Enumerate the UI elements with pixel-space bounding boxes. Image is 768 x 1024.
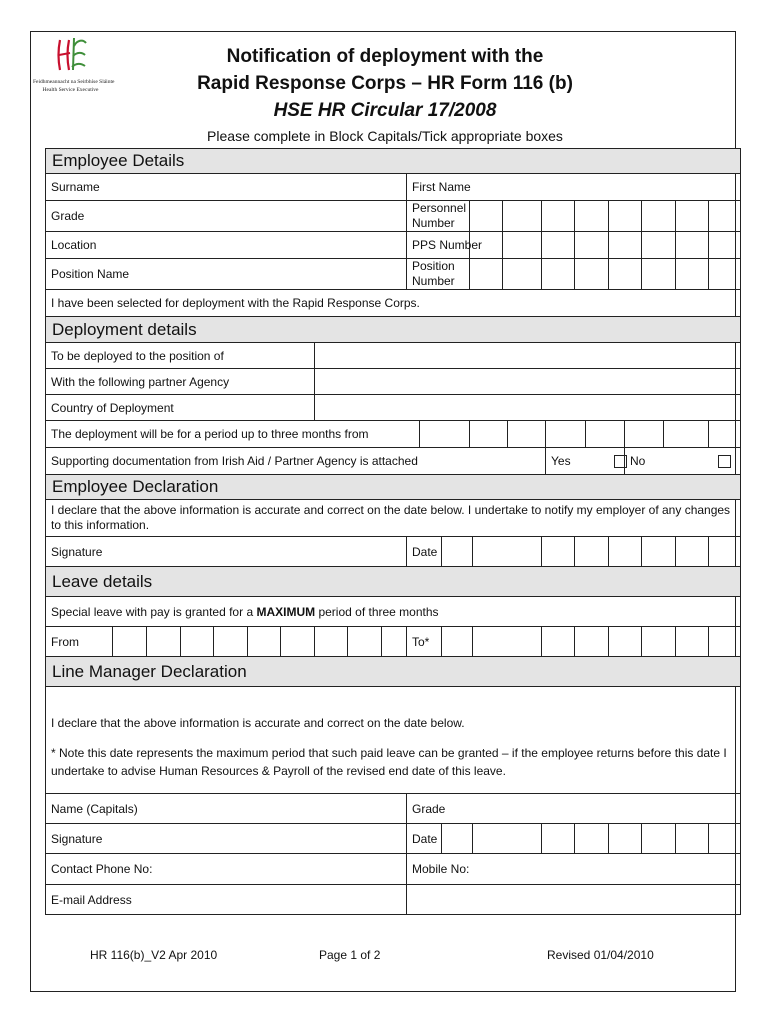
personnel-number-box-6[interactable] [642, 201, 676, 232]
pps-number-box-7[interactable] [676, 232, 709, 259]
yes-checkbox[interactable] [609, 448, 625, 475]
personnel-number-box-1[interactable] [470, 201, 503, 232]
pps-number-box-4[interactable] [575, 232, 609, 259]
supporting-docs-label: Supporting documentation from Irish Aid / Partner Agency is attached [46, 448, 546, 475]
employee-date-box-3[interactable] [542, 537, 575, 567]
manager-name-label: Name (Capitals) [46, 794, 407, 824]
leave-from-box-1[interactable] [113, 627, 147, 657]
employee-date-box-1[interactable] [442, 537, 473, 567]
leave-statement [46, 597, 741, 627]
leave-statement-prefix: Special leave with pay is granted for a [51, 604, 257, 619]
leave-from-box-2[interactable] [147, 627, 181, 657]
footer-page-number: Page 1 of 2 [319, 948, 381, 962]
partner-agency-label: With the following partner Agency [46, 369, 315, 395]
manager-date-box-7[interactable] [676, 824, 709, 854]
location-label: Location [46, 232, 407, 259]
section-employee-declaration: Employee Declaration [46, 475, 741, 500]
line-manager-statement-cell [46, 687, 741, 794]
leave-to-box-6[interactable] [642, 627, 676, 657]
country-field[interactable] [315, 395, 741, 421]
period-date-box-6[interactable] [625, 421, 664, 448]
no-checkbox[interactable] [709, 448, 741, 475]
pps-number-label: PPS Number [407, 232, 470, 259]
manager-date-label: Date [407, 824, 442, 854]
section-deployment-details: Deployment details [46, 317, 741, 343]
employee-date-box-5[interactable] [609, 537, 642, 567]
manager-date-box-5[interactable] [609, 824, 642, 854]
personnel-number-box-3[interactable] [542, 201, 575, 232]
period-date-box-2[interactable] [470, 421, 508, 448]
personnel-number-box-4[interactable] [575, 201, 609, 232]
position-number-box-1[interactable] [470, 259, 503, 290]
position-number-box-5[interactable] [609, 259, 642, 290]
footer-form-code: HR 116(b)_V2 Apr 2010 [90, 948, 218, 962]
country-label: Country of Deployment [46, 395, 315, 421]
position-number-box-3[interactable] [542, 259, 575, 290]
employee-date-box-8[interactable] [709, 537, 741, 567]
grade-label: Grade [46, 201, 407, 232]
form-title-line1: Notification of deployment with the [226, 46, 544, 67]
no-checkbox-box[interactable] [718, 455, 731, 468]
first-name-label: First Name [407, 174, 741, 201]
pps-number-box-2[interactable] [503, 232, 542, 259]
manager-grade-label: Grade [407, 794, 741, 824]
period-date-box-3[interactable] [508, 421, 546, 448]
contact-phone-label: Contact Phone No: [46, 854, 407, 885]
leave-to-box-2[interactable] [473, 627, 542, 657]
yes-checkbox-box[interactable] [614, 455, 627, 468]
leave-to-label: To* [407, 627, 442, 657]
leave-from-box-6[interactable] [281, 627, 315, 657]
section-leave-details: Leave details [46, 567, 741, 597]
leave-from-box-7[interactable] [315, 627, 348, 657]
form-title-circular: HSE HR Circular 17/2008 [273, 100, 497, 121]
position-number-box-2[interactable] [503, 259, 542, 290]
yes-label: Yes [546, 448, 609, 475]
personnel-number-box-5[interactable] [609, 201, 642, 232]
employee-date-box-6[interactable] [642, 537, 676, 567]
leave-to-box-3[interactable] [542, 627, 575, 657]
hse-logo-mark [33, 34, 108, 78]
selected-statement: I have been selected for deployment with the Rapid Response Corps. [46, 290, 741, 317]
deployment-period-label: The deployment will be for a period up to three months from [46, 421, 420, 448]
leave-from-box-8[interactable] [348, 627, 382, 657]
pps-number-box-3[interactable] [542, 232, 575, 259]
pps-number-box-5[interactable] [609, 232, 642, 259]
hse-logo [33, 34, 115, 98]
leave-to-box-8[interactable] [709, 627, 741, 657]
section-employee-details: Employee Details [46, 149, 741, 174]
form-table [45, 148, 741, 915]
leave-statement-maximum: MAXIMUM [256, 604, 316, 619]
leave-to-box-4[interactable] [575, 627, 609, 657]
manager-date-box-6[interactable] [642, 824, 676, 854]
position-number-box-8[interactable] [709, 259, 741, 290]
leave-from-spacer [382, 627, 407, 657]
leave-statement-suffix: period of three months [315, 604, 439, 619]
period-date-box-8[interactable] [709, 421, 741, 448]
employee-signature-label: Signature [46, 537, 407, 567]
employee-declaration-statement: I declare that the above information is accurate and correct on the date below. I undertake to notify my employer of any changes to this information. [46, 500, 741, 537]
form-title-line2: Rapid Response Corps – HR Form 116 (b) [197, 73, 573, 94]
email-label: E-mail Address [46, 885, 407, 915]
employee-date-box-2[interactable] [473, 537, 542, 567]
period-date-box-1[interactable] [420, 421, 470, 448]
period-date-box-7[interactable] [664, 421, 709, 448]
section-line-manager-declaration: Line Manager Declaration [46, 657, 741, 687]
surname-label: Surname [46, 174, 407, 201]
partner-agency-field[interactable] [315, 369, 741, 395]
personnel-number-box-8[interactable] [709, 201, 741, 232]
manager-date-box-4[interactable] [575, 824, 609, 854]
line-manager-note: * Note this date represents the maximum period that such paid leave can be granted – if the employee returns before this date I undertake to advise Human Resources & Payroll of the revised end date of this leave. [51, 746, 727, 778]
position-name-label: Position Name [46, 259, 407, 290]
logo-text-irish: Feidhmeannacht na Seirbhíse Sláinte [33, 79, 115, 85]
deploy-position-field[interactable] [315, 343, 741, 369]
personnel-number-label: Personnel Number [407, 201, 470, 232]
logo-text-english: Health Service Executive [42, 87, 99, 93]
deploy-position-label: To be deployed to the position of [46, 343, 315, 369]
leave-from-box-3[interactable] [181, 627, 214, 657]
period-date-box-4[interactable] [546, 421, 586, 448]
leave-to-box-5[interactable] [609, 627, 642, 657]
manager-signature-label: Signature [46, 824, 407, 854]
leave-to-box-1[interactable] [442, 627, 473, 657]
leave-to-box-7[interactable] [676, 627, 709, 657]
mobile-label: Mobile No: [407, 854, 741, 885]
position-number-label: Position Number [407, 259, 470, 290]
leave-from-label: From [46, 627, 113, 657]
form-instructions: Please complete in Block Capitals/Tick appropriate boxes [207, 128, 563, 144]
position-number-box-7[interactable] [676, 259, 709, 290]
position-number-box-4[interactable] [575, 259, 609, 290]
manager-date-box-1[interactable] [442, 824, 473, 854]
personnel-number-box-7[interactable] [676, 201, 709, 232]
leave-from-box-5[interactable] [248, 627, 281, 657]
position-number-box-6[interactable] [642, 259, 676, 290]
manager-date-box-8[interactable] [709, 824, 741, 854]
line-manager-statement: I declare that the above information is accurate and correct on the date below. [51, 716, 465, 730]
manager-date-box-2[interactable] [473, 824, 542, 854]
employee-date-box-4[interactable] [575, 537, 609, 567]
no-label: No [625, 448, 709, 475]
footer-revised-date: Revised 01/04/2010 [547, 948, 654, 962]
pps-number-box-6[interactable] [642, 232, 676, 259]
employee-date-label: Date [407, 537, 442, 567]
leave-from-box-4[interactable] [214, 627, 248, 657]
personnel-number-box-2[interactable] [503, 201, 542, 232]
pps-number-box-8[interactable] [709, 232, 741, 259]
period-date-box-5[interactable] [586, 421, 625, 448]
manager-date-box-3[interactable] [542, 824, 575, 854]
employee-date-box-7[interactable] [676, 537, 709, 567]
email-field[interactable] [407, 885, 741, 915]
